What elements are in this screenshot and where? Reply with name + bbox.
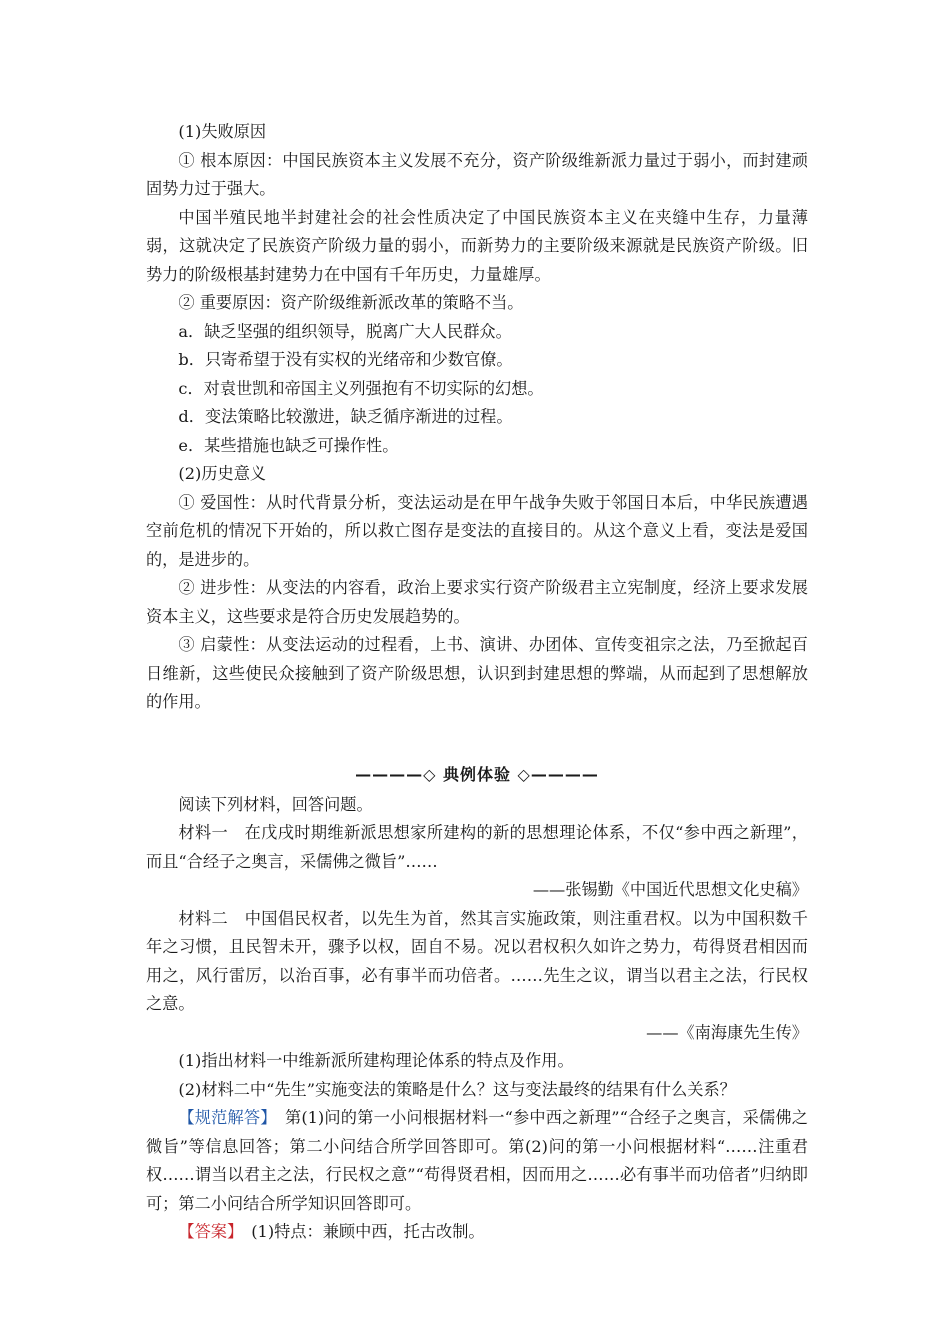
material-one: 材料一 在戊戌时期维新派思想家所建构的新的思想理论体系，不仅“参中西之新理”，而且“合经子之奥言，采儒佛之微旨”…… [146, 823, 808, 871]
paragraph-explanation: 中国半殖民地半封建社会的社会性质决定了中国民族资本主义在夹缝中生存，力量薄弱，这就决定了民族资产阶级力量的弱小，而新势力的主要阶级来源就是民族资产阶级。旧势力的阶级根基封建势力在中国有千年历史，力量雄厚。 [146, 207, 808, 284]
paragraph-patriotic: ① 爱国性：从时代背景分析，变法运动是在甲午战争失败于邻国日本后，中华民族遭遇空前危机的情况下开始的，所以救亡图存是变法的直接目的。从这个意义上看，变法是爱国的，是进步的。 [146, 492, 808, 569]
answer-text: (1)特点：兼顾中西，托古改制。 [235, 1222, 485, 1241]
material-one-source: ——张锡勤《中国近代思想文化史稿》 [532, 880, 808, 899]
question-one: (1)指出材料一中维新派所建构理论体系的特点及作用。 [178, 1051, 574, 1070]
list-item: b．只寄希望于没有实权的光绪帝和少数官僚。 [178, 350, 513, 369]
example-intro: 阅读下列材料，回答问题。 [178, 794, 373, 814]
answer-label: 【答案】 [178, 1222, 236, 1241]
answer-paragraph [146, 1218, 808, 1247]
list-item: a．缺乏坚强的组织领导，脱离广大人民群众。 [178, 321, 512, 341]
paragraph-enlightenment: ③ 启蒙性：从变法运动的过程看，上书、演讲、办团体、宣传变祖宗之法，乃至掀起百日维新，这些使民众接触到了资产阶级思想，认识到封建思想的弊端，从而起到了思想解放的作用。 [146, 635, 808, 711]
document-page [146, 118, 808, 1247]
spacer [146, 717, 808, 761]
paragraph-root-cause: ① 根本原因：中国民族资本主义发展不充分，资产阶级维新派力量过于弱小，而封建顽固势力过于强大。 [146, 150, 808, 198]
paragraph-important-cause: ② 重要原因：资产阶级维新派改革的策略不当。 [178, 293, 524, 312]
list-item: d．变法策略比较激进，缺乏循序渐进的过程。 [178, 407, 513, 426]
analysis-paragraph [146, 1104, 808, 1218]
question-two: (2)材料二中“先生”实施变法的策略是什么？这与变法最终的结果有什么关系？ [178, 1079, 736, 1099]
analysis-text: 第(1)问的第一小问根据材料一“参中西之新理”“合经子之奥言，采儒佛之微旨”等信息回答；第二小问结合所学回答即可。第(2)问的第一小问根据材料“……注重君权……谓当以君主之法，行民权之意”“苟得贤君相，因而用之……必有事半而功倍者”归纳即可；第二小问结合所学知识回答即可。 [146, 1108, 808, 1213]
material-two: 材料二 中国倡民权者，以先生为首，然其言实施政策，则注重君权。以为中国积数千年之习惯，且民智未开，骤予以权，固自不易。况以君权积久如许之势力，苟得贤君相因而用之，风行雷厉，以治百事，必有事半而功倍者。……先生之议，谓当以君主之法，行民权之意。 [146, 908, 808, 1013]
example-heading: ————◇ 典例体验 ◇———— [355, 764, 599, 784]
section-title-failure: (1)失败原因 [178, 122, 267, 141]
analysis-label: 【规范解答】 [178, 1108, 269, 1127]
list-item: c．对袁世凯和帝国主义列强抱有不切实际的幻想。 [178, 378, 544, 398]
paragraph-progressive: ② 进步性：从变法的内容看，政治上要求实行资产阶级君主立宪制度，经济上要求发展资本主义，这些要求是符合历史发展趋势的。 [146, 578, 808, 626]
list-item: e．某些措施也缺乏可操作性。 [178, 435, 399, 455]
section-title-significance: (2)历史意义 [178, 464, 267, 483]
material-two-source: ——《南海康先生传》 [646, 1022, 808, 1042]
